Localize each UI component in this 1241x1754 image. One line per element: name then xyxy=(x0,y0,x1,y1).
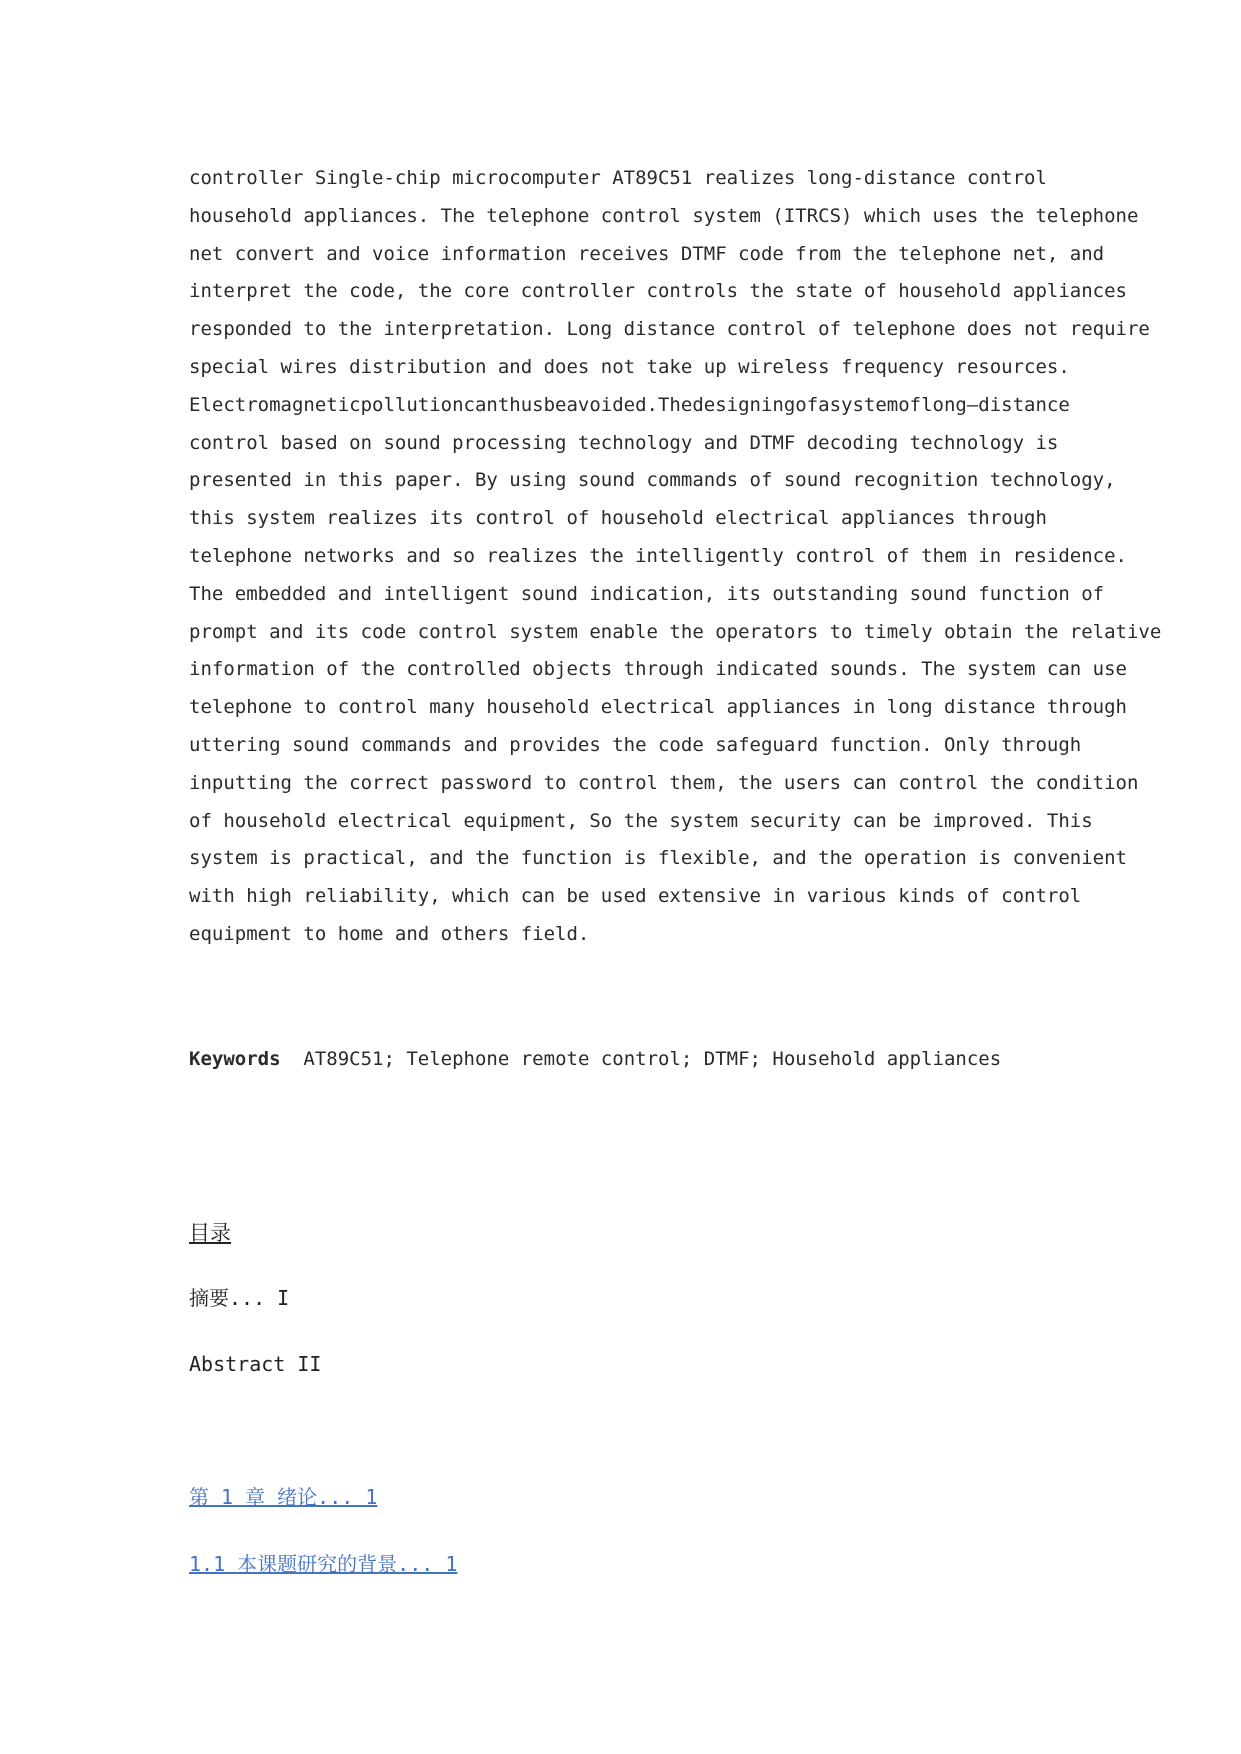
abstract-line: telephone networks and so realizes the intelligently control of them in residence. xyxy=(189,544,1127,567)
abstract-line: net convert and voice information receives DTMF code from the telephone net, and xyxy=(189,242,1105,265)
abstract-line: of household electrical equipment, So the system security can be improved. This xyxy=(189,809,1093,832)
keywords-label: Keywords xyxy=(189,1048,281,1070)
toc-entry-abstract-en: Abstract II xyxy=(189,1352,322,1376)
abstract-line: system is practical, and the function is flexible, and the operation is convenient xyxy=(189,847,1127,870)
keywords-line xyxy=(189,1044,1001,1074)
abstract-line: interpret the code, the core controller controls the state of household appliances xyxy=(189,280,1127,303)
abstract-line: this system realizes its control of household electrical appliances through xyxy=(189,507,1047,530)
toc-entry-abstract-cn: 摘要... I xyxy=(189,1286,290,1310)
abstract-line: Electromagneticpollutioncanthusbeavoided.Thedesigningofasystemoflong—distance xyxy=(189,393,1070,416)
abstract-line: special wires distribution and does not take up wireless frequency resources. xyxy=(189,355,1070,378)
abstract-line: inputting the correct password to control them, the users can control the condition xyxy=(189,771,1139,794)
toc-title: 目录 xyxy=(189,1221,231,1245)
keywords-text: AT89C51; Telephone remote control; DTMF; Household appliances xyxy=(303,1048,1002,1070)
abstract-body xyxy=(189,160,1162,954)
abstract-line: The embedded and intelligent sound indication, its outstanding sound function of xyxy=(189,582,1105,605)
abstract-line: prompt and its code control system enable the operators to timely obtain the relative xyxy=(189,620,1162,643)
abstract-line: telephone to control many household electrical appliances in long distance through xyxy=(189,696,1127,719)
abstract-line: responded to the interpretation. Long distance control of telephone does not require xyxy=(189,318,1150,341)
abstract-line: household appliances. The telephone control system (ITRCS) which uses the telephone xyxy=(189,204,1139,227)
abstract-line: control based on sound processing technology and DTMF decoding technology is xyxy=(189,431,1059,454)
abstract-line: uttering sound commands and provides the code safeguard function. Only through xyxy=(189,733,1082,756)
abstract-line: controller Single-chip microcomputer AT89C51 realizes long-distance control xyxy=(189,167,1047,189)
toc-link-chapter-1[interactable]: 第 1 章 绪论... 1 xyxy=(189,1485,378,1509)
toc-link-section-1-1[interactable]: 1.1 本课题研究的背景... 1 xyxy=(189,1552,458,1576)
abstract-line: with high reliability, which can be used extensive in various kinds of control xyxy=(189,885,1082,908)
abstract-line: equipment to home and others field. xyxy=(189,922,590,945)
abstract-line: information of the controlled objects through indicated sounds. The system can use xyxy=(189,658,1127,681)
abstract-line: presented in this paper. By using sound commands of sound recognition technology, xyxy=(189,469,1116,492)
